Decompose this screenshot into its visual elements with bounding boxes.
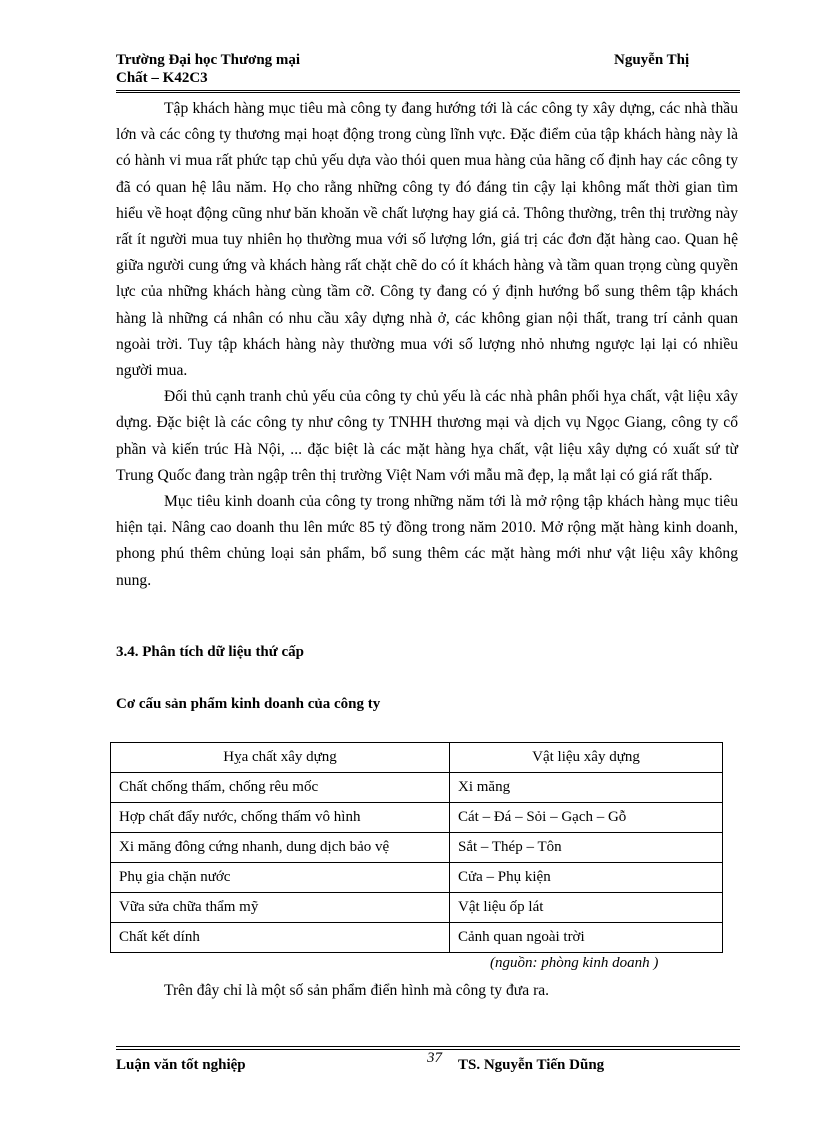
table-cell: Sắt – Thép – Tôn [450, 833, 723, 863]
table-cell: Hợp chất đẩy nước, chống thấm vô hình [111, 803, 450, 833]
table-row [111, 833, 723, 863]
table-row [111, 773, 723, 803]
closing-sentence: Trên đây chỉ là một số sản phẩm điển hình mà công ty đưa ra. [164, 982, 550, 999]
page-number: 37 [427, 1050, 442, 1066]
table-cell: Chất chống thấm, chống rêu mốc [111, 773, 450, 803]
column-header-chemicals: Hỵa chất xây dựng [111, 743, 450, 773]
body-text [116, 96, 738, 594]
table-cell: Cảnh quan ngoài trời [450, 923, 723, 953]
table-cell: Chất kết dính [111, 923, 450, 953]
paragraph-competitors: Đối thủ cạnh tranh chủ yếu của công ty chủ yếu là các nhà phân phối hỵa chất, vật liệu xây dựng. Đặc biệt là các công ty như công ty TNHH thương mại và dịch vụ Ngọc Giang, công ty cổ phần và kiến trúc Hà Nội, ... đặc biệt là các mặt hàng hỵa chất, vật liệu xây dựng có xuất sứ từ Trung Quốc đang tràn ngập trên thị trường Việt Nam với mẫu mã đẹp, lạ mắt lại có giá rất thấp. [116, 388, 738, 484]
table-cell: Cửa – Phụ kiện [450, 863, 723, 893]
source-note: (nguồn: phòng kinh doanh ) [490, 955, 659, 971]
footer-right: TS. Nguyễn Tiến Dũng [458, 1057, 605, 1073]
paragraph-target-customers: Tập khách hàng mục tiêu mà công ty đang hướng tới là các công ty xây dựng, các nhà thầu lớn và các công ty thương mại hoạt động trong cùng lĩnh vực. Đặc điểm của tập khách hàng này là có hành vi mua rất phức tạp chủ yếu dựa vào thói quen mua hàng của hãng cố định hay các công ty đã có quan hệ lâu năm. Họ cho rằng những công ty đó đáng tin cậy lại không mất thời gian tìm hiểu về hoạt động cũng như băn khoăn về chất lượng hay giá cả. Thông thường, trên thị trường này rất ít người mua tuy nhiên họ thường mua với số lượng lớn, giá trị các đơn đặt hàng cao. Quan hệ giữa người cung ứng và khách hàng rất chặt chẽ do có ít khách hàng và tầm quan trọng cùng quyền lực của những khách hàng cùng tầm cỡ. Công ty đang có ý định hướng bổ sung thêm tập khách hàng là những cá nhân có nhu cầu xây dựng nhà ở, các không gian nội thất, trang trí cảnh quan ngoài trời. Tuy tập khách hàng này thường mua với số lượng nhỏ nhưng ngược lại lại có nhiều người mua. [116, 100, 738, 380]
column-header-materials: Vật liệu xây dựng [450, 743, 723, 773]
table-caption: Cơ cấu sản phẩm kinh doanh của công ty [116, 696, 381, 712]
header-school: Trường Đại học Thương mại [116, 52, 301, 68]
table-row [111, 803, 723, 833]
page-header-left [116, 51, 300, 87]
table-row [111, 893, 723, 923]
table-header-row [111, 743, 723, 773]
header-author: Nguyễn Thị [614, 52, 690, 68]
table-cell: Xi măng [450, 773, 723, 803]
table-cell: Cát – Đá – Sỏi – Gạch – Gỗ [450, 803, 723, 833]
paragraph-business-goals: Mục tiêu kinh doanh của công ty trong những năm tới là mở rộng tập khách hàng mục tiêu hiện tại. Nâng cao doanh thu lên mức 85 tỷ đồng trong năm 2010. Mở rộng mặt hàng kinh doanh, phong phú thêm chủng loại sản phẩm, bổ sung thêm các mặt hàng mới như vật liệu xây không nung. [116, 493, 738, 589]
product-structure-table [110, 742, 723, 953]
footer-left: Luận văn tốt nghiệp [116, 1057, 246, 1073]
section-heading: 3.4. Phân tích dữ liệu thứ cấp [116, 644, 305, 660]
table-cell: Xi măng đông cứng nhanh, dung dịch bảo vệ [111, 833, 450, 863]
table-cell: Phụ gia chặn nước [111, 863, 450, 893]
table-cell: Vật liệu ốp lát [450, 893, 723, 923]
table-row [111, 863, 723, 893]
header-class-code: Chất – K42C3 [116, 70, 208, 86]
table-row [111, 923, 723, 953]
header-divider [116, 90, 740, 93]
table-cell: Vữa sửa chữa thẩm mỹ [111, 893, 450, 923]
